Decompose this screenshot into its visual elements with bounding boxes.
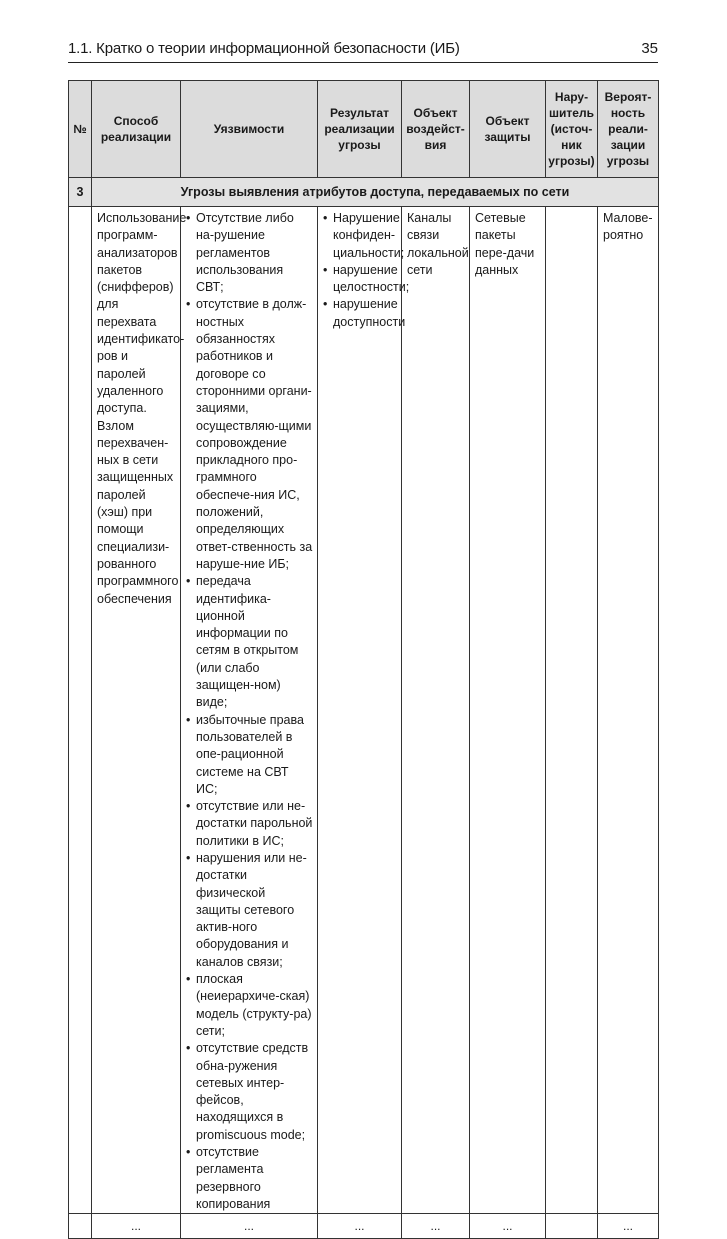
cell-impact-object	[402, 207, 470, 1214]
section-number: 3	[69, 178, 92, 207]
cell-num	[69, 207, 92, 1214]
list-item: • отсутствие в долж-ностных обязанностях работников и договоре со сторонними органи-зациями, осуществляю-щими сопровождение прикладного про-граммного обеспече-ния ИС, положений, определяющих ответ-ственность за наруше-ние ИБ;	[186, 296, 313, 573]
col-header-probability: Вероят-ность реали-зации угрозы	[598, 81, 659, 178]
list-item: • избыточные права пользователей в опе-рационной системе на СВТ ИС;	[186, 712, 313, 798]
ellipsis-cell: ...	[318, 1214, 402, 1239]
running-header	[68, 40, 658, 63]
list-item: • нарушение доступности	[323, 296, 397, 331]
col-header-vulnerabilities: Уязвимости	[181, 81, 318, 178]
list-item: • плоская (неиерархиче-ская) модель (структу-ра) сети;	[186, 971, 313, 1040]
list-item: • нарушение целостности;	[323, 262, 397, 297]
ellipsis-cell-num	[69, 1214, 92, 1239]
cell-violator	[546, 207, 598, 1214]
page-number: 35	[641, 40, 658, 57]
impact-object-text: Каналы связи локальной сети	[407, 211, 469, 277]
list-item: • отсутствие или не-достатки парольной политики в ИС;	[186, 798, 313, 850]
result-list	[323, 210, 410, 331]
col-header-impact-object: Объект воздейст-вия	[402, 81, 470, 178]
cell-method	[92, 207, 187, 1214]
threats-table	[68, 80, 659, 1239]
list-item: • передача идентифика-ционной информации по сетям в открытом (или слабо защищен-ном) виде;	[186, 573, 313, 711]
col-header-method: Способ реализации	[92, 81, 181, 178]
violator-text	[546, 207, 597, 210]
col-header-result: Результат реализации угрозы	[318, 81, 402, 178]
ellipsis-cell: ...	[470, 1214, 546, 1239]
cell-result	[318, 207, 410, 1214]
col-header-num: №	[69, 81, 92, 178]
method-text: Использование программ-анализаторов пакетов (снифферов) для перехвата идентификато-ров и паролей удаленного доступа. Взлом перехвачен-ных в сети защищенных паролей (хэш) при помощи специализи-рованного программного обеспечения	[97, 211, 187, 606]
section-title: 1.1. Кратко о теории информационной безопасности (ИБ)	[68, 40, 460, 57]
cell-protected-object	[470, 207, 546, 1214]
ellipsis-cell: ...	[402, 1214, 470, 1239]
list-item: • нарушения или не-достатки физической защиты сетевого актив-ного оборудования и каналов связи;	[186, 850, 313, 971]
list-item: • Отсутствие либо на-рушение регламентов использования СВТ;	[186, 210, 313, 296]
section-title-cell: Угрозы выявления атрибутов доступа, передаваемых по сети	[92, 178, 659, 207]
protected-object-text: Сетевые пакеты пере-дачи данных	[475, 211, 535, 277]
list-item: • отсутствие средств обна-ружения сетевых интер-фейсов, находящихся в promiscuous mode;	[186, 1040, 313, 1144]
ellipsis-cell: ...	[598, 1214, 659, 1239]
ellipsis-row	[69, 1214, 659, 1239]
vulnerabilities-list	[186, 210, 313, 1213]
list-item: • Нарушение конфиден-циальности;	[323, 210, 397, 262]
header-row	[69, 81, 659, 178]
col-header-violator: Нару-шитель (источ-ник угрозы)	[546, 81, 598, 178]
list-item: • отсутствие регламента резервного копирования	[186, 1144, 313, 1213]
cell-probability	[598, 207, 659, 1214]
ellipsis-cell-violator	[546, 1214, 598, 1239]
probability-text: Малове-роятно	[603, 211, 653, 243]
ellipsis-cell: ...	[181, 1214, 318, 1239]
ellipsis-cell: ...	[92, 1214, 181, 1239]
section-row	[69, 178, 659, 207]
col-header-protected-object: Объект защиты	[470, 81, 546, 178]
table-row	[69, 207, 659, 1214]
cell-vulnerabilities	[181, 207, 318, 1214]
